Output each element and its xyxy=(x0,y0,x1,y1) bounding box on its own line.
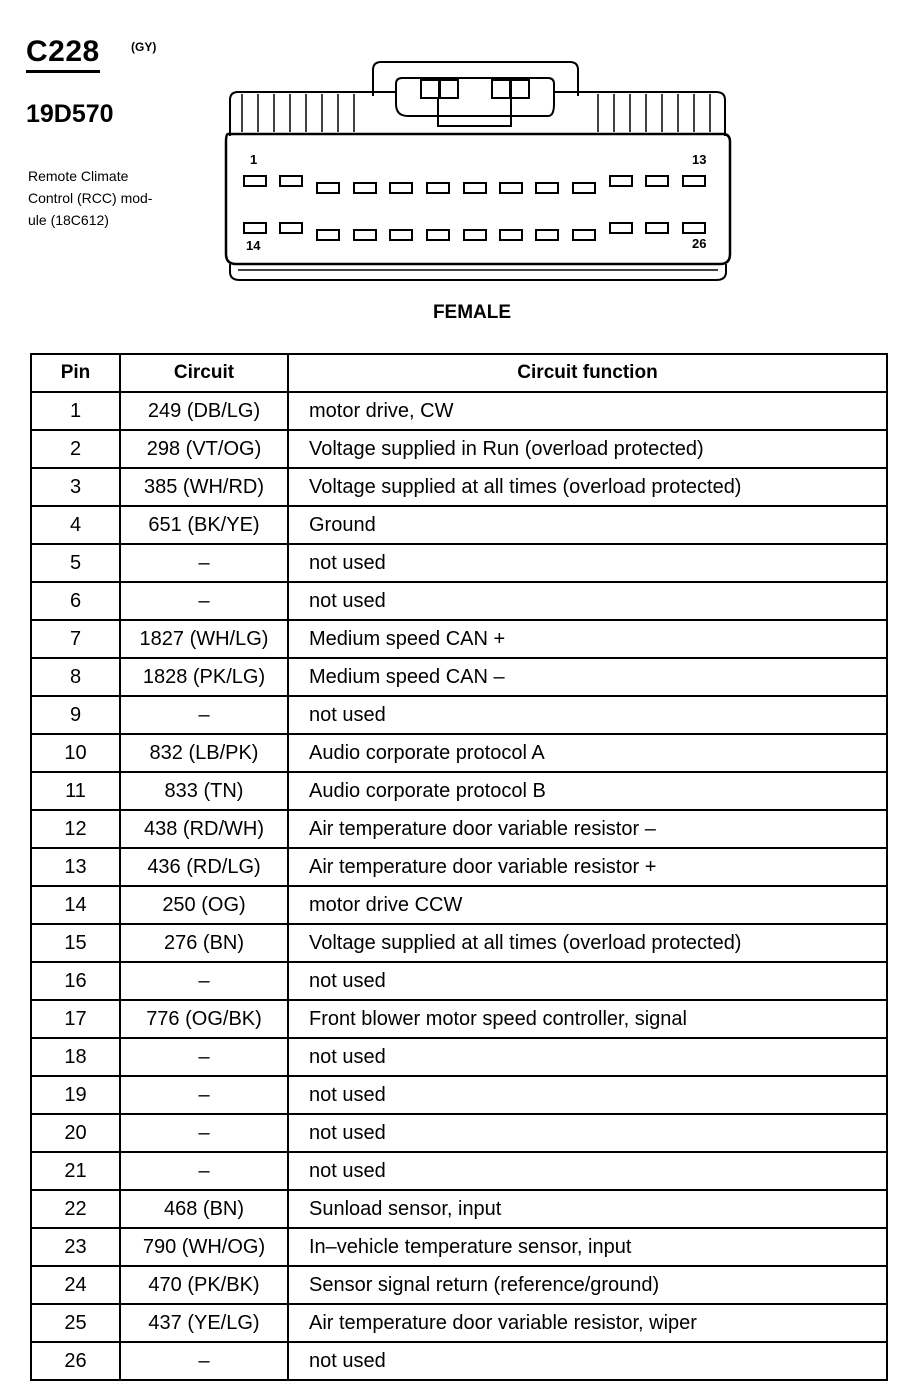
pin-cell: 8 xyxy=(31,658,120,696)
pin-label-last-top: 13 xyxy=(692,152,707,167)
table-row xyxy=(31,392,887,430)
table-row xyxy=(31,848,887,886)
pin-cell: 9 xyxy=(31,696,120,734)
pin-cell: 25 xyxy=(31,1304,120,1342)
table-row xyxy=(31,924,887,962)
pin-cell: 5 xyxy=(31,544,120,582)
pin-cell: 14 xyxy=(31,886,120,924)
table-header-row xyxy=(31,354,887,392)
table-row xyxy=(31,696,887,734)
circuit-cell: – xyxy=(120,696,288,734)
table-row xyxy=(31,734,887,772)
pin-cell: 6 xyxy=(31,582,120,620)
circuit-cell: 790 (WH/OG) xyxy=(120,1228,288,1266)
function-cell: Ground xyxy=(288,506,887,544)
table-row xyxy=(31,1000,887,1038)
table-row xyxy=(31,1152,887,1190)
circuit-cell: – xyxy=(120,1076,288,1114)
function-cell: not used xyxy=(288,1076,887,1114)
pin-cell: 19 xyxy=(31,1076,120,1114)
header-function: Circuit function xyxy=(288,354,887,392)
table-row xyxy=(31,1342,887,1380)
circuit-cell: 437 (YE/LG) xyxy=(120,1304,288,1342)
connector-face-diagram xyxy=(218,58,733,288)
pin-cell: 4 xyxy=(31,506,120,544)
header-pin: Pin xyxy=(31,354,120,392)
pin-cell: 12 xyxy=(31,810,120,848)
table-row xyxy=(31,1228,887,1266)
function-cell: Audio corporate protocol B xyxy=(288,772,887,810)
circuit-cell: 833 (TN) xyxy=(120,772,288,810)
function-cell: not used xyxy=(288,544,887,582)
table-row xyxy=(31,544,887,582)
pin-table xyxy=(30,353,888,1381)
function-cell: Sensor signal return (reference/ground) xyxy=(288,1266,887,1304)
pin-cell: 1 xyxy=(31,392,120,430)
circuit-cell: 1827 (WH/LG) xyxy=(120,620,288,658)
circuit-cell: 436 (RD/LG) xyxy=(120,848,288,886)
header-circuit: Circuit xyxy=(120,354,288,392)
circuit-cell: – xyxy=(120,962,288,1000)
table-row xyxy=(31,772,887,810)
pin-cell: 11 xyxy=(31,772,120,810)
circuit-cell: 385 (WH/RD) xyxy=(120,468,288,506)
circuit-cell: – xyxy=(120,1038,288,1076)
function-cell: Air temperature door variable resistor, wiper xyxy=(288,1304,887,1342)
table-row xyxy=(31,1304,887,1342)
circuit-cell: 249 (DB/LG) xyxy=(120,392,288,430)
function-cell: Air temperature door variable resistor + xyxy=(288,848,887,886)
function-cell: not used xyxy=(288,1038,887,1076)
pin-cell: 2 xyxy=(31,430,120,468)
table-row xyxy=(31,1114,887,1152)
circuit-cell: 276 (BN) xyxy=(120,924,288,962)
circuit-cell: 651 (BK/YE) xyxy=(120,506,288,544)
connector-color-code: (GY) xyxy=(131,40,157,54)
pin-cell: 23 xyxy=(31,1228,120,1266)
function-cell: Front blower motor speed controller, signal xyxy=(288,1000,887,1038)
circuit-cell: – xyxy=(120,582,288,620)
function-cell: Audio corporate protocol A xyxy=(288,734,887,772)
pin-cell: 10 xyxy=(31,734,120,772)
pin-cell: 15 xyxy=(31,924,120,962)
function-cell: Medium speed CAN + xyxy=(288,620,887,658)
table-row xyxy=(31,658,887,696)
circuit-cell: 832 (LB/PK) xyxy=(120,734,288,772)
table-row xyxy=(31,1190,887,1228)
circuit-cell: 438 (RD/WH) xyxy=(120,810,288,848)
pin-cell: 18 xyxy=(31,1038,120,1076)
circuit-cell: 298 (VT/OG) xyxy=(120,430,288,468)
connector-view-label: FEMALE xyxy=(432,302,512,323)
function-cell: In–vehicle temperature sensor, input xyxy=(288,1228,887,1266)
function-cell: Voltage supplied at all times (overload protected) xyxy=(288,468,887,506)
module-description: Remote Climate Control (RCC) mod- ule (18C612) xyxy=(28,168,153,228)
circuit-cell: 470 (PK/BK) xyxy=(120,1266,288,1304)
pin-cell: 17 xyxy=(31,1000,120,1038)
pin-label-first-bottom: 14 xyxy=(246,238,261,253)
function-cell: Sunload sensor, input xyxy=(288,1190,887,1228)
circuit-cell: – xyxy=(120,1342,288,1380)
pin-cell: 16 xyxy=(31,962,120,1000)
circuit-cell: 468 (BN) xyxy=(120,1190,288,1228)
pin-cell: 20 xyxy=(31,1114,120,1152)
table-row xyxy=(31,1266,887,1304)
circuit-cell: – xyxy=(120,544,288,582)
table-row xyxy=(31,582,887,620)
table-row xyxy=(31,620,887,658)
pin-cell: 7 xyxy=(31,620,120,658)
pin-cell: 24 xyxy=(31,1266,120,1304)
pin-label-first-top: 1 xyxy=(250,152,258,167)
circuit-cell: 776 (OG/BK) xyxy=(120,1000,288,1038)
table-row xyxy=(31,886,887,924)
function-cell: not used xyxy=(288,582,887,620)
table-row xyxy=(31,1038,887,1076)
circuit-cell: 1828 (PK/LG) xyxy=(120,658,288,696)
function-cell: not used xyxy=(288,696,887,734)
table-row xyxy=(31,810,887,848)
function-cell: motor drive, CW xyxy=(288,392,887,430)
cavity-row-bottom xyxy=(244,223,705,240)
function-cell: motor drive CCW xyxy=(288,886,887,924)
function-cell: Voltage supplied in Run (overload protected) xyxy=(288,430,887,468)
connector-body xyxy=(226,134,730,264)
pin-cell: 13 xyxy=(31,848,120,886)
connector-id: C228 xyxy=(26,34,100,73)
cavity-row-top xyxy=(244,176,705,193)
function-cell: not used xyxy=(288,1152,887,1190)
circuit-cell: – xyxy=(120,1114,288,1152)
function-cell: Medium speed CAN – xyxy=(288,658,887,696)
pin-cell: 22 xyxy=(31,1190,120,1228)
circuit-cell: – xyxy=(120,1152,288,1190)
table-row xyxy=(31,468,887,506)
table-row xyxy=(31,962,887,1000)
pin-cell: 3 xyxy=(31,468,120,506)
pin-label-last-bottom: 26 xyxy=(692,236,707,251)
part-number: 19D570 xyxy=(26,100,114,128)
function-cell: not used xyxy=(288,962,887,1000)
pin-cell: 26 xyxy=(31,1342,120,1380)
table-row xyxy=(31,506,887,544)
function-cell: Air temperature door variable resistor – xyxy=(288,810,887,848)
pin-cell: 21 xyxy=(31,1152,120,1190)
table-row xyxy=(31,430,887,468)
function-cell: not used xyxy=(288,1114,887,1152)
circuit-cell: 250 (OG) xyxy=(120,886,288,924)
function-cell: Voltage supplied at all times (overload protected) xyxy=(288,924,887,962)
table-row xyxy=(31,1076,887,1114)
function-cell: not used xyxy=(288,1342,887,1380)
